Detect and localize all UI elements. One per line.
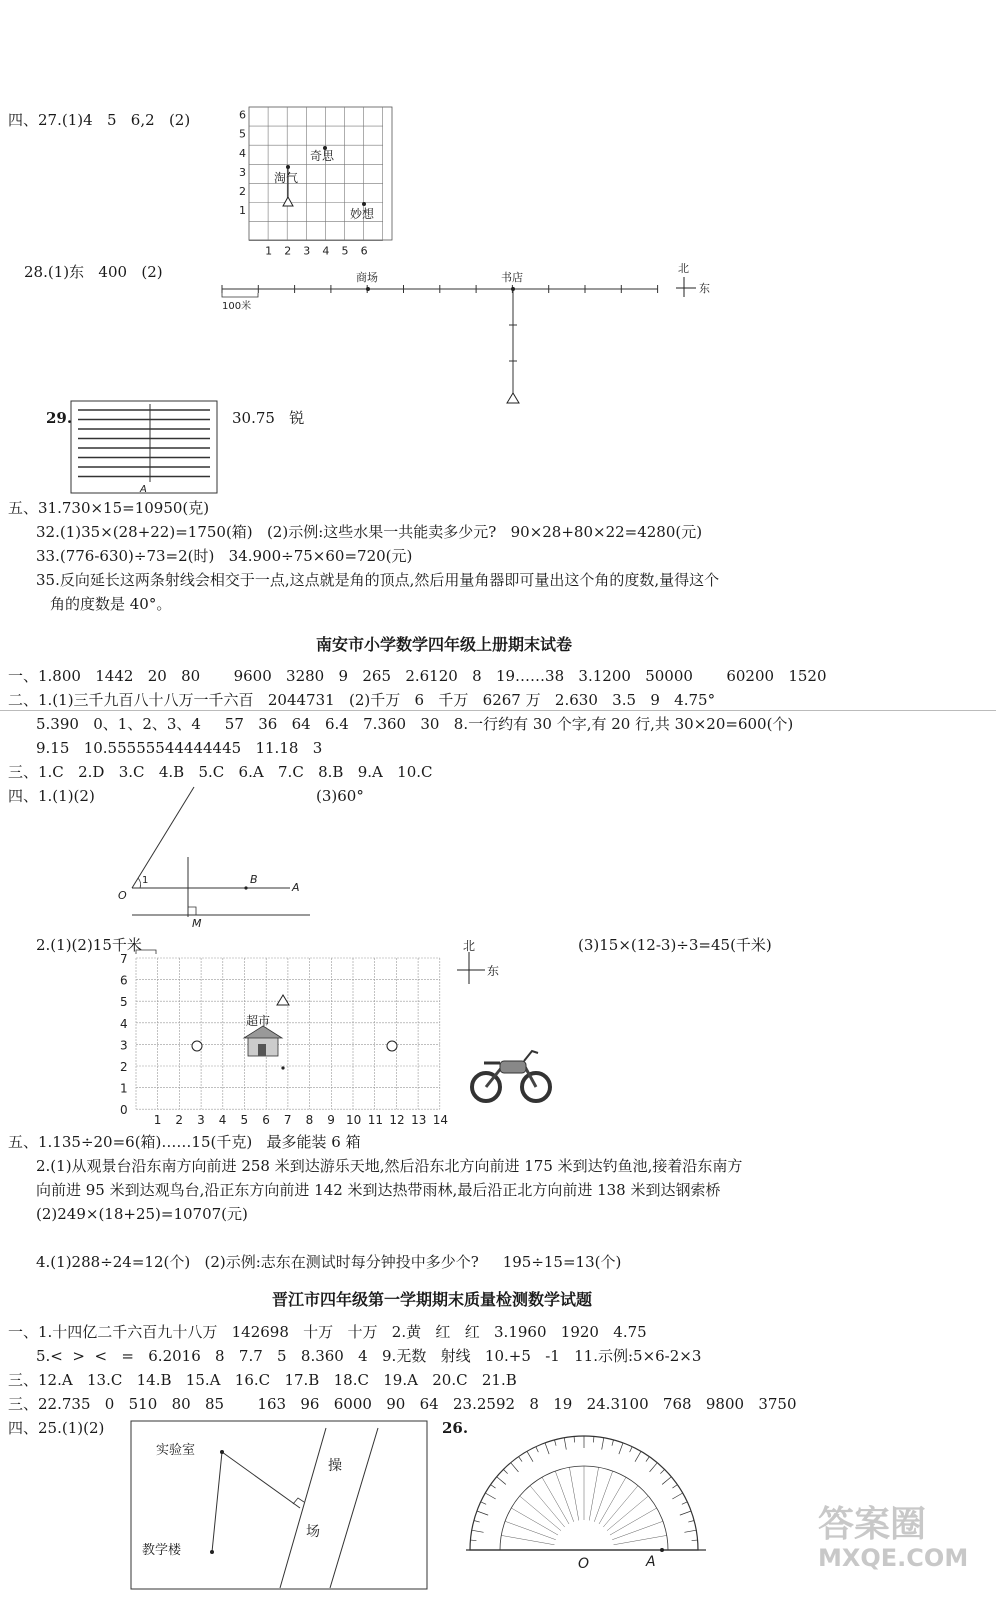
protractor [466, 1420, 702, 1570]
s2-row7: 2.(1)(2)15千米 [36, 936, 142, 954]
svg-text:3: 3 [303, 244, 311, 258]
watermark-url: MXQE.COM [818, 1544, 969, 1572]
s2-row10: 向前进 95 米到达观鸟台,沿正东方向前进 142 米到达热带雨林,最后沿正北方向前进 138 米到达钢索桥 [36, 1181, 721, 1199]
scale-label: 100米 [222, 301, 252, 312]
s3-row5: 四、25.(1)(2) [8, 1419, 105, 1437]
q35-line-b: 角的度数是 40°。 [50, 595, 172, 613]
svg-text:9: 9 [327, 1113, 335, 1128]
circle-left [192, 1041, 202, 1051]
svg-text:5: 5 [341, 244, 349, 258]
label-bookstore: 书店 [501, 271, 523, 284]
svg-text:5: 5 [120, 995, 128, 1010]
s2-row3: 5.390 0、1、2、3、4 57 36 64 6.4 7.360 30 8.一行约有 30 个字,有 20 行,共 30×20=600(个) [36, 715, 794, 733]
svg-text:13: 13 [411, 1113, 427, 1128]
point-miaoxiang [362, 202, 366, 206]
label-lab: 实验室 [156, 1443, 196, 1458]
svg-text:7: 7 [283, 1113, 292, 1128]
supermarket-icon [244, 1026, 282, 1056]
svg-text:6: 6 [360, 244, 368, 258]
svg-text:M: M [192, 917, 202, 930]
s2-row9: 2.(1)从观景台沿东南方向前进 258 米到达游乐天地,然后沿东北方向前进 175 米到达钓鱼池,接着沿东南方 [36, 1157, 743, 1175]
start-triangle [283, 197, 293, 206]
svg-text:11: 11 [367, 1113, 383, 1128]
q29-figure [70, 400, 220, 496]
svg-text:1: 1 [142, 875, 149, 886]
svg-text:北: 北 [463, 939, 476, 953]
q29-num: 29. [46, 409, 73, 427]
s3-row3: 三、12.A 13.C 14.B 15.A 16.C 17.B 18.C 19.A 20.C 21.B [8, 1371, 517, 1389]
s2-row8: 五、1.135÷20=6(箱)……15(千克) 最多能装 6 箱 [8, 1133, 361, 1151]
east-label: 东 [699, 282, 710, 295]
svg-text:A: A [292, 881, 300, 894]
q32-line: 32.(1)35×(28+22)=1750(箱) (2)示例:这些水果一共能卖多少元? 90×28+80×22=4280(元) [36, 523, 703, 541]
q28-line: 28.(1)东 400 (2) [24, 263, 163, 281]
svg-text:10: 10 [346, 1113, 362, 1128]
q2-grid [112, 950, 452, 1132]
s2-row6b: (3)60° [316, 787, 364, 805]
svg-text:1: 1 [265, 244, 273, 258]
s2-row5: 三、1.C 2.D 3.C 4.B 5.C 6.A 7.C 8.B 9.A 10.C [8, 763, 433, 781]
svg-text:A: A [140, 484, 147, 495]
watermark-logo: 答案圈 [818, 1504, 927, 1545]
s2-row2: 二、1.(1)三千九百八十八万一千六百 2044731 (2)千万 6 千万 6267 万 2.630 3.5 9 4.75° [8, 691, 716, 709]
label-shop: 商场 [356, 271, 378, 284]
svg-text:5: 5 [239, 127, 246, 141]
svg-text:2: 2 [284, 244, 292, 258]
svg-text:3: 3 [239, 165, 246, 179]
label-taoqi: 淘气 [274, 171, 299, 185]
s3-row2: 5.< > < = 6.2016 8 7.7 5 8.360 4 9.无数 射线 10.+5 -1 11.示例:5×6-2×3 [36, 1347, 702, 1365]
s2-row12: 4.(1)288÷24=12(个) (2)示例:志东在测试时每分钟投中多少个? 195÷15=13(个) [36, 1253, 622, 1271]
svg-text:2: 2 [175, 1113, 184, 1128]
q33-line: 33.(776-630)÷73=2(时) 34.900÷75×60=720(元) [36, 547, 413, 565]
svg-text:8: 8 [305, 1113, 314, 1128]
svg-text:4: 4 [239, 146, 246, 160]
s2-row6: 四、1.(1)(2) [8, 787, 95, 805]
svg-text:5: 5 [240, 1113, 249, 1128]
supermarket-label: 超市 [246, 1014, 271, 1028]
q25-figure [130, 1420, 430, 1592]
s2-row11: (2)249×(18+25)=10707(元) [36, 1205, 248, 1223]
section2-title: 南安市小学数学四年级上册期末试卷 [316, 635, 573, 654]
svg-text:O: O [118, 889, 127, 902]
angle-figure [110, 785, 320, 935]
north-label: 北 [678, 262, 689, 275]
s2-row4: 9.15 10.55555544444445 11.18 3 [36, 739, 323, 757]
triangle-marker [277, 995, 289, 1005]
svg-text:4: 4 [322, 244, 330, 258]
svg-text:1: 1 [153, 1113, 162, 1128]
q31-line: 五、31.730×15=10950(克) [8, 499, 210, 517]
svg-text:场: 场 [306, 1524, 320, 1540]
svg-text:14: 14 [432, 1113, 449, 1128]
svg-text:东: 东 [487, 964, 500, 978]
svg-text:A: A [646, 1554, 656, 1570]
label-qisi: 奇思 [310, 149, 335, 163]
svg-text:3: 3 [120, 1038, 128, 1053]
s3-row1: 一、1.十四亿二千六百九十八万 142698 十万 十万 2.黄 红 红 3.1960 1920 4.75 [8, 1323, 647, 1341]
label-miaoxiang: 妙想 [350, 207, 375, 221]
motorcycle-icon [466, 1043, 556, 1105]
section3-title: 晋江市四年级第一学期期末质量检测数学试题 [272, 1290, 593, 1309]
svg-text:6: 6 [120, 973, 128, 988]
q35-line-a: 35.反向延长这两条射线会相交于一点,这点就是角的顶点,然后用量角器即可量出这个角的度数,量得这个 [36, 571, 720, 589]
s2-row1: 一、1.800 1442 20 80 9600 3280 9 265 2.6120 8 19……38 3.1200 50000 60200 1520 [8, 667, 827, 685]
svg-text:O: O [578, 1556, 590, 1572]
svg-text:B: B [250, 873, 258, 886]
s3-row5b: 26. [442, 1419, 469, 1437]
q30-line: 30.75 锐 [232, 409, 305, 427]
svg-text:6: 6 [262, 1113, 270, 1128]
svg-text:0: 0 [120, 1103, 128, 1118]
divider [0, 710, 996, 711]
svg-text:2: 2 [120, 1060, 128, 1074]
s2-row7b: (3)15×(12-3)÷3=45(千米) [578, 936, 772, 954]
svg-text:1: 1 [239, 204, 246, 218]
svg-text:3: 3 [197, 1113, 205, 1128]
svg-text:7: 7 [120, 952, 128, 966]
q28-map [218, 255, 728, 415]
svg-text:6: 6 [239, 108, 246, 122]
q27-line: 四、27.(1)4 5 6,2 (2) [8, 111, 191, 129]
svg-text:4: 4 [218, 1113, 227, 1128]
s3-row4: 三、22.735 0 510 80 85 163 96 6000 90 64 23.2592 8 19 24.3100 768 9800 3750 [8, 1395, 797, 1413]
svg-text:4: 4 [120, 1016, 128, 1031]
circle-right [387, 1041, 397, 1051]
svg-text:12: 12 [389, 1113, 405, 1128]
q27-grid [240, 100, 400, 260]
compass-2 [455, 940, 515, 990]
label-building: 教学楼 [142, 1543, 182, 1558]
svg-text:1: 1 [120, 1081, 128, 1096]
svg-text:2: 2 [239, 185, 246, 199]
svg-text:操: 操 [328, 1458, 342, 1474]
